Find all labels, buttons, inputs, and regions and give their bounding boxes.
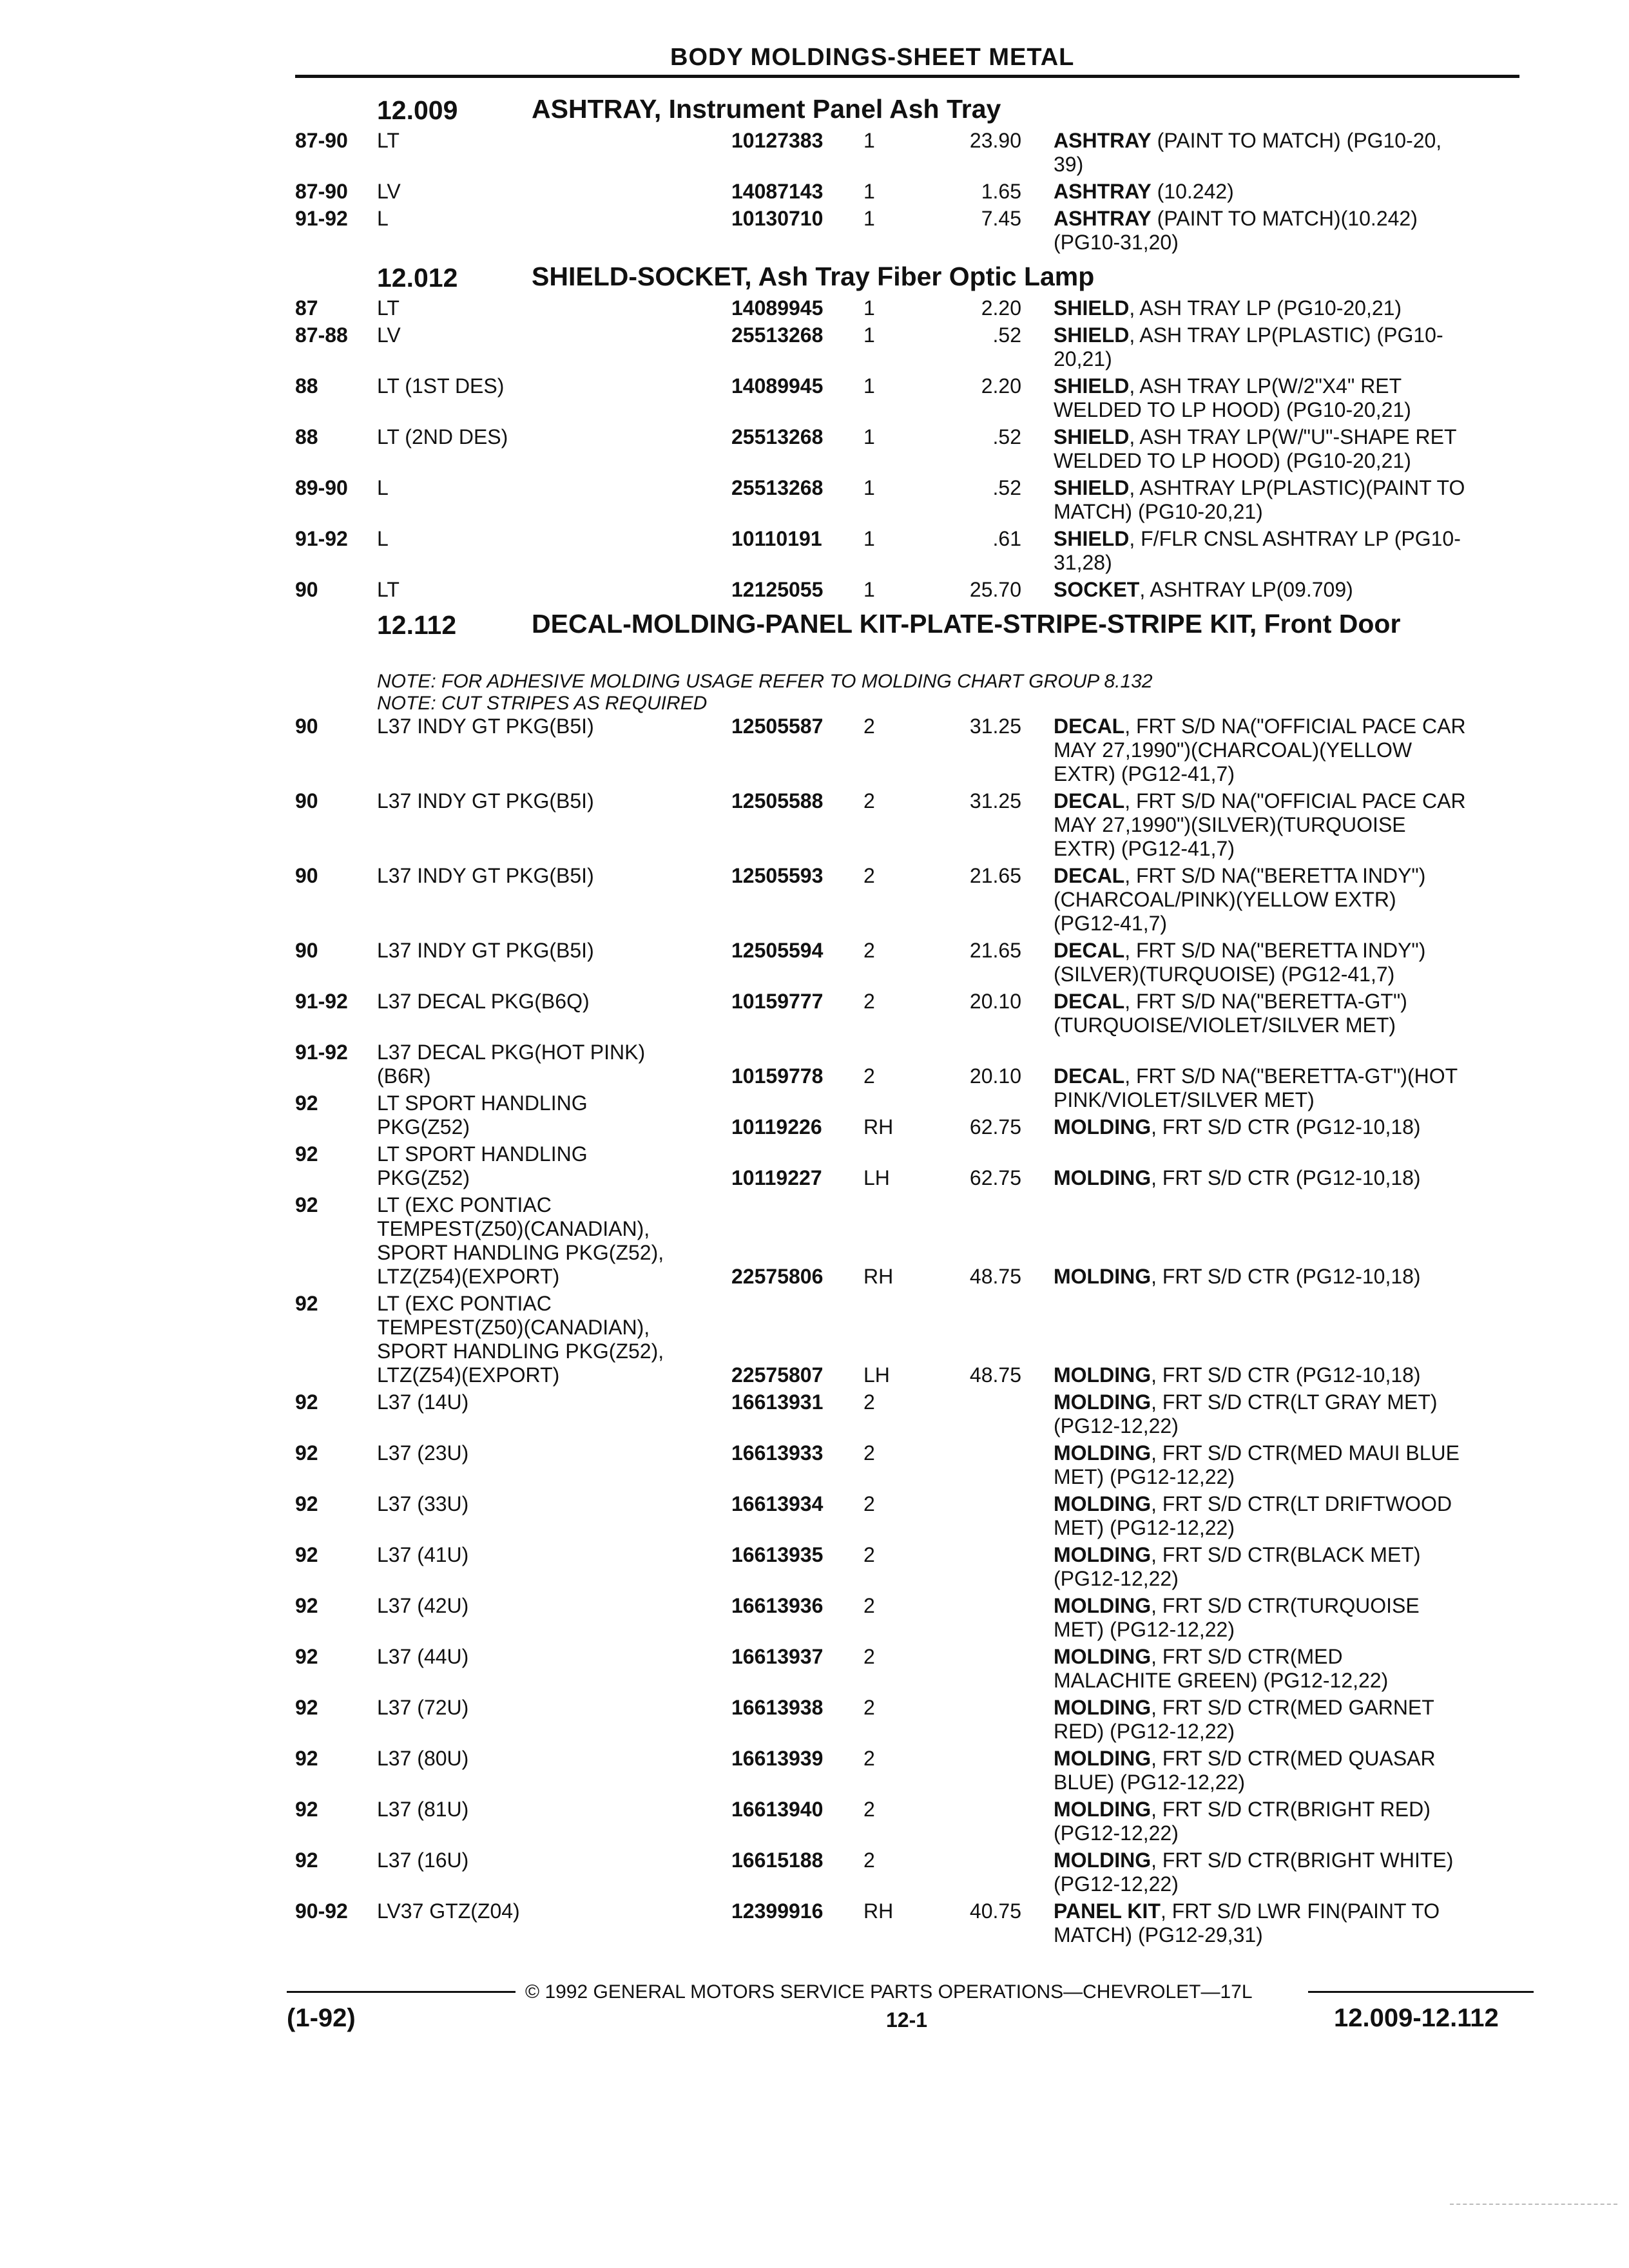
year-range: 92 — [295, 1645, 318, 1668]
quantity: 2 — [863, 990, 875, 1013]
part-number: 10130710 — [731, 207, 824, 230]
year-range: 92 — [295, 1747, 318, 1770]
quantity: 2 — [863, 1696, 875, 1719]
quantity: 2 — [863, 715, 875, 738]
part-number: 16615188 — [731, 1849, 824, 1872]
part-name: MOLDING — [1054, 1492, 1152, 1515]
part-name: SHIELD — [1054, 476, 1130, 499]
part-description: DECAL, FRT S/D NA("BERETTA-GT") (TURQUOISE/VIOLET/SILVER MET) — [1054, 990, 1407, 1037]
model-description: L37 (16U) — [377, 1849, 469, 1872]
model-description: LV37 GTZ(Z04) — [377, 1899, 520, 1923]
part-name: ASHTRAY — [1054, 180, 1152, 203]
part-name: MOLDING — [1054, 1696, 1152, 1719]
part-number: 25513268 — [731, 323, 824, 347]
part-number: 12505594 — [731, 939, 824, 962]
model-description: LT — [377, 578, 400, 601]
part-number: 16613938 — [731, 1696, 824, 1719]
table-row — [0, 1142, 1629, 1193]
part-description: SHIELD, ASHTRAY LP(PLASTIC)(PAINT TO MATCH) (PG10-20,21) — [1054, 476, 1465, 523]
part-number: 12505588 — [731, 789, 824, 812]
model-description: L — [377, 476, 389, 499]
table-row — [0, 527, 1629, 578]
part-description: MOLDING, FRT S/D CTR(LT DRIFTWOOD MET) (PG12-12,22) — [1054, 1492, 1452, 1539]
section-heading — [0, 605, 1629, 671]
quantity: LH — [863, 1363, 890, 1387]
part-name: MOLDING — [1054, 1441, 1152, 1465]
part-name: MOLDING — [1054, 1798, 1152, 1821]
table-row — [0, 1645, 1629, 1696]
quantity: 1 — [863, 296, 875, 320]
table-row — [0, 180, 1629, 207]
quantity: 2 — [863, 1492, 875, 1515]
model-description: L37 (80U) — [377, 1747, 469, 1770]
section-number: 12.009 — [377, 95, 458, 125]
part-name: MOLDING — [1054, 1747, 1152, 1770]
table-row — [0, 990, 1629, 1041]
part-description: MOLDING, FRT S/D CTR(BLACK MET) (PG12-12,22) — [1054, 1543, 1421, 1590]
price: 48.75 — [969, 1363, 1021, 1387]
table-row — [0, 476, 1629, 527]
year-range: 90-92 — [295, 1899, 348, 1923]
part-name: SHIELD — [1054, 425, 1130, 448]
year-range: 91-92 — [295, 990, 348, 1013]
part-number: 16613937 — [731, 1645, 824, 1668]
part-number: 10159778 — [731, 1064, 824, 1088]
part-name: SHIELD — [1054, 323, 1130, 347]
part-number: 22575806 — [731, 1265, 824, 1288]
footer-section-range: 12.009-12.112 — [1334, 2004, 1499, 2032]
price: 31.25 — [969, 715, 1021, 738]
table-row — [0, 1747, 1629, 1798]
model-description: L37 (14U) — [377, 1390, 469, 1414]
part-description: SHIELD, ASH TRAY LP(PLASTIC) (PG10- 20,21) — [1054, 323, 1443, 370]
catalog-listing — [0, 90, 1629, 1950]
year-range: 91-92 — [295, 207, 348, 230]
model-description: LT SPORT HANDLING PKG(Z52) — [377, 1142, 588, 1189]
model-description: LV — [377, 180, 401, 203]
part-name: SOCKET — [1054, 578, 1140, 601]
table-row — [0, 323, 1629, 374]
page-title: BODY MOLDINGS-SHEET METAL — [670, 44, 1075, 71]
quantity: 1 — [863, 180, 875, 203]
part-number: 10119226 — [731, 1115, 822, 1139]
model-description: L37 (81U) — [377, 1798, 469, 1821]
part-name: MOLDING — [1054, 1390, 1152, 1414]
part-number: 12505593 — [731, 864, 824, 887]
footer-page-number: 12-1 — [886, 2008, 928, 2032]
section-number: 12.012 — [377, 263, 458, 293]
part-name: DECAL — [1054, 864, 1125, 887]
part-name: SHIELD — [1054, 296, 1130, 320]
part-number: 14089945 — [731, 374, 824, 398]
table-row — [0, 425, 1629, 476]
price: 20.10 — [969, 1064, 1021, 1088]
quantity: RH — [863, 1899, 894, 1923]
quantity: 2 — [863, 789, 875, 812]
price: 21.65 — [969, 864, 1021, 887]
table-row — [0, 296, 1629, 323]
year-range: 92 — [295, 1543, 318, 1566]
part-number: 14089945 — [731, 296, 824, 320]
model-description: LT (1ST DES) — [377, 374, 505, 398]
part-name: DECAL — [1054, 789, 1125, 812]
year-range: 92 — [295, 1142, 318, 1166]
model-description: L37 INDY GT PKG(B5I) — [377, 939, 594, 962]
part-description: MOLDING, FRT S/D CTR (PG12-10,18) — [1054, 1265, 1421, 1288]
section-note: NOTE: FOR ADHESIVE MOLDING USAGE REFER TO MOLDING CHART GROUP 8.132 — [377, 671, 1153, 692]
part-description: SHIELD, F/FLR CNSL ASHTRAY LP (PG10- 31,28) — [1054, 527, 1461, 574]
part-description: SHIELD, ASH TRAY LP(W/"U"-SHAPE RET WELDED TO LP HOOD) (PG10-20,21) — [1054, 425, 1457, 472]
table-row — [0, 1594, 1629, 1645]
part-description: DECAL, FRT S/D NA("OFFICIAL PACE CAR MAY 27,1990")(CHARCOAL)(YELLOW EXTR) (PG12-41,7) — [1054, 715, 1466, 785]
part-number: 10119227 — [731, 1166, 822, 1189]
part-description: DECAL, FRT S/D NA("BERETTA INDY") (SILVER)(TURQUOISE) (PG12-41,7) — [1054, 939, 1426, 986]
section-title: ASHTRAY, Instrument Panel Ash Tray — [532, 94, 1001, 124]
model-description: L37 (41U) — [377, 1543, 469, 1566]
price: 2.20 — [981, 296, 1021, 320]
part-description: ASHTRAY (PAINT TO MATCH)(10.242) (PG10-31,20) — [1054, 207, 1418, 254]
section-heading — [0, 258, 1629, 296]
table-row — [0, 1696, 1629, 1747]
price: 25.70 — [969, 578, 1021, 601]
model-description: LT — [377, 296, 400, 320]
year-range: 92 — [295, 1849, 318, 1872]
quantity: 2 — [863, 1645, 875, 1668]
model-description: L37 (23U) — [377, 1441, 469, 1465]
part-number: 12505587 — [731, 715, 824, 738]
model-description: LT (EXC PONTIAC TEMPEST(Z50)(CANADIAN), SPORT HANDLING PKG(Z52), LTZ(Z54)(EXPORT) — [377, 1193, 664, 1288]
year-range: 87-88 — [295, 323, 348, 347]
part-description: MOLDING, FRT S/D CTR(BRIGHT WHITE) (PG12-12,22) — [1054, 1849, 1454, 1896]
quantity: 1 — [863, 425, 875, 448]
table-row — [0, 1798, 1629, 1849]
model-description: L37 (42U) — [377, 1594, 469, 1617]
quantity: 2 — [863, 1390, 875, 1414]
year-range: 90 — [295, 789, 318, 812]
model-description: LV — [377, 323, 401, 347]
year-range: 89-90 — [295, 476, 348, 499]
quantity: 1 — [863, 578, 875, 601]
section-title: DECAL-MOLDING-PANEL KIT-PLATE-STRIPE-STRIPE KIT, Front Door — [532, 609, 1401, 639]
year-range: 88 — [295, 425, 318, 448]
part-name: MOLDING — [1054, 1849, 1152, 1872]
table-row — [0, 129, 1629, 180]
part-description: MOLDING, FRT S/D CTR (PG12-10,18) — [1054, 1363, 1421, 1387]
part-description: MOLDING, FRT S/D CTR(LT GRAY MET) (PG12-12,22) — [1054, 1390, 1438, 1437]
price: .52 — [992, 425, 1021, 448]
part-number: 22575807 — [731, 1363, 824, 1387]
price: 7.45 — [981, 207, 1021, 230]
table-row — [0, 1292, 1629, 1390]
price: .61 — [992, 527, 1021, 550]
table-row — [0, 939, 1629, 990]
part-number: 16613940 — [731, 1798, 824, 1821]
year-range: 92 — [295, 1696, 318, 1719]
table-row — [0, 715, 1629, 789]
quantity: RH — [863, 1115, 894, 1139]
year-range: 92 — [295, 1390, 318, 1414]
part-number: 16613934 — [731, 1492, 824, 1515]
price: 31.25 — [969, 789, 1021, 812]
table-row — [0, 374, 1629, 425]
table-row — [0, 1899, 1629, 1950]
quantity: RH — [863, 1265, 894, 1288]
model-description: L37 DECAL PKG(B6Q) — [377, 990, 590, 1013]
part-name: ASHTRAY — [1054, 129, 1152, 152]
price: .52 — [992, 476, 1021, 499]
price: 40.75 — [969, 1899, 1021, 1923]
part-description: SOCKET, ASHTRAY LP(09.709) — [1054, 578, 1353, 601]
table-row — [0, 207, 1629, 258]
quantity: 1 — [863, 129, 875, 152]
part-description: MOLDING, FRT S/D CTR(BRIGHT RED) (PG12-12,22) — [1054, 1798, 1431, 1845]
table-row — [0, 1390, 1629, 1441]
table-row — [0, 1091, 1629, 1142]
part-description: MOLDING, FRT S/D CTR(MED MALACHITE GREEN) (PG12-12,22) — [1054, 1645, 1389, 1692]
model-description: L37 INDY GT PKG(B5I) — [377, 715, 594, 738]
quantity: 2 — [863, 1798, 875, 1821]
section-heading — [0, 90, 1629, 129]
model-description: LT (2ND DES) — [377, 425, 508, 448]
part-description: ASHTRAY (PAINT TO MATCH) (PG10-20, 39) — [1054, 129, 1442, 176]
table-row — [0, 864, 1629, 939]
quantity: 2 — [863, 1747, 875, 1770]
part-description: DECAL, FRT S/D NA("BERETTA-GT")(HOT PINK/VIOLET/SILVER MET) — [1054, 1064, 1458, 1111]
part-name: MOLDING — [1054, 1166, 1152, 1189]
part-name: MOLDING — [1054, 1115, 1152, 1139]
quantity: 1 — [863, 527, 875, 550]
model-description: L37 (44U) — [377, 1645, 469, 1668]
part-description: MOLDING, FRT S/D CTR(MED MAUI BLUE MET) (PG12-12,22) — [1054, 1441, 1460, 1488]
part-description: PANEL KIT, FRT S/D LWR FIN(PAINT TO MATCH) (PG12-29,31) — [1054, 1899, 1440, 1946]
part-description: MOLDING, FRT S/D CTR(MED GARNET RED) (PG12-12,22) — [1054, 1696, 1434, 1743]
part-number: 16613936 — [731, 1594, 824, 1617]
part-description: DECAL, FRT S/D NA("OFFICIAL PACE CAR MAY 27,1990")(SILVER)(TURQUOISE EXTR) (PG12-41,7) — [1054, 789, 1466, 860]
part-name: MOLDING — [1054, 1594, 1152, 1617]
price: 62.75 — [969, 1166, 1021, 1189]
price: 20.10 — [969, 990, 1021, 1013]
model-description: L37 (72U) — [377, 1696, 469, 1719]
year-range: 92 — [295, 1292, 318, 1315]
part-number: 10127383 — [731, 129, 824, 152]
part-number: 10110191 — [731, 527, 822, 550]
price: 48.75 — [969, 1265, 1021, 1288]
year-range: 88 — [295, 374, 318, 398]
table-row — [0, 1041, 1629, 1111]
part-description: MOLDING, FRT S/D CTR(MED QUASAR BLUE) (PG12-12,22) — [1054, 1747, 1436, 1794]
part-name: MOLDING — [1054, 1543, 1152, 1566]
price: .52 — [992, 323, 1021, 347]
part-name: PANEL KIT — [1054, 1899, 1161, 1923]
part-name: DECAL — [1054, 1064, 1125, 1088]
year-range: 91-92 — [295, 1041, 348, 1064]
section-title: SHIELD-SOCKET, Ash Tray Fiber Optic Lamp — [532, 262, 1095, 291]
part-number: 12399916 — [731, 1899, 824, 1923]
footer-rule-left — [287, 1991, 516, 1993]
part-name: MOLDING — [1054, 1363, 1152, 1387]
table-row — [0, 789, 1629, 864]
footer-copyright: © 1992 GENERAL MOTORS SERVICE PARTS OPERATIONS—CHEVROLET—17L — [525, 1981, 1253, 2003]
quantity: 1 — [863, 374, 875, 398]
model-description: L37 (33U) — [377, 1492, 469, 1515]
price: 21.65 — [969, 939, 1021, 962]
table-row — [0, 1849, 1629, 1899]
quantity: 2 — [863, 939, 875, 962]
table-row — [0, 1543, 1629, 1594]
year-range: 90 — [295, 939, 318, 962]
model-description: LT (EXC PONTIAC TEMPEST(Z50)(CANADIAN), SPORT HANDLING PKG(Z52), LTZ(Z54)(EXPORT) — [377, 1292, 664, 1387]
price: 23.90 — [969, 129, 1021, 152]
model-description: L — [377, 527, 389, 550]
model-description: L37 INDY GT PKG(B5I) — [377, 864, 594, 887]
year-range: 87 — [295, 296, 318, 320]
quantity: 2 — [863, 1441, 875, 1465]
model-description: LT — [377, 129, 400, 152]
price: 1.65 — [981, 180, 1021, 203]
part-name: DECAL — [1054, 939, 1125, 962]
part-name: ASHTRAY — [1054, 207, 1152, 230]
year-range: 87-90 — [295, 129, 348, 152]
part-number: 16613931 — [731, 1390, 824, 1414]
part-number: 25513268 — [731, 425, 824, 448]
model-description: L — [377, 207, 389, 230]
model-description: L37 INDY GT PKG(B5I) — [377, 789, 594, 812]
margin-mark — [1450, 2204, 1617, 2206]
price: 2.20 — [981, 374, 1021, 398]
quantity: LH — [863, 1166, 890, 1189]
table-row — [0, 578, 1629, 605]
model-description: LT SPORT HANDLING PKG(Z52) — [377, 1091, 588, 1139]
quantity: 1 — [863, 207, 875, 230]
part-description: SHIELD, ASH TRAY LP (PG10-20,21) — [1054, 296, 1402, 320]
part-number: 16613939 — [731, 1747, 824, 1770]
part-description: MOLDING, FRT S/D CTR(TURQUOISE MET) (PG12-12,22) — [1054, 1594, 1420, 1641]
year-range: 92 — [295, 1091, 318, 1115]
part-description: MOLDING, FRT S/D CTR (PG12-10,18) — [1054, 1115, 1421, 1139]
model-description: L37 DECAL PKG(HOT PINK) (B6R) — [377, 1041, 646, 1088]
part-description: MOLDING, FRT S/D CTR (PG12-10,18) — [1054, 1166, 1421, 1189]
table-row — [0, 1441, 1629, 1492]
part-description: DECAL, FRT S/D NA("BERETTA INDY") (CHARCOAL/PINK)(YELLOW EXTR) (PG12-41,7) — [1054, 864, 1426, 935]
year-range: 91-92 — [295, 527, 348, 550]
table-row — [0, 1492, 1629, 1543]
quantity: 1 — [863, 476, 875, 499]
part-number: 16613935 — [731, 1543, 824, 1566]
part-description: SHIELD, ASH TRAY LP(W/2"X4" RET WELDED TO LP HOOD) (PG10-20,21) — [1054, 374, 1411, 421]
year-range: 90 — [295, 578, 318, 601]
part-name: DECAL — [1054, 715, 1125, 738]
year-range: 92 — [295, 1492, 318, 1515]
year-range: 92 — [295, 1441, 318, 1465]
quantity: 2 — [863, 1064, 875, 1088]
year-range: 90 — [295, 864, 318, 887]
year-range: 90 — [295, 715, 318, 738]
footer-date-code: (1-92) — [287, 2004, 356, 2032]
year-range: 92 — [295, 1193, 318, 1216]
quantity: 2 — [863, 1594, 875, 1617]
part-description: ASHTRAY (10.242) — [1054, 180, 1234, 203]
part-number: 12125055 — [731, 578, 824, 601]
part-name: MOLDING — [1054, 1645, 1152, 1668]
part-name: DECAL — [1054, 990, 1125, 1013]
part-number: 14087143 — [731, 180, 824, 203]
part-name: MOLDING — [1054, 1265, 1152, 1288]
quantity: 2 — [863, 864, 875, 887]
part-name: SHIELD — [1054, 527, 1130, 550]
part-name: SHIELD — [1054, 374, 1130, 398]
part-number: 10159777 — [731, 990, 824, 1013]
section-note: NOTE: CUT STRIPES AS REQUIRED — [377, 693, 708, 714]
year-range: 92 — [295, 1798, 318, 1821]
quantity: 1 — [863, 323, 875, 347]
part-number: 16613933 — [731, 1441, 824, 1465]
footer-rule-right — [1308, 1991, 1534, 1993]
year-range: 92 — [295, 1594, 318, 1617]
part-number: 25513268 — [731, 476, 824, 499]
quantity: 2 — [863, 1849, 875, 1872]
table-row — [0, 1193, 1629, 1292]
year-range: 87-90 — [295, 180, 348, 203]
section-number: 12.112 — [377, 610, 457, 640]
price: 62.75 — [969, 1115, 1021, 1139]
quantity: 2 — [863, 1543, 875, 1566]
header-rule — [295, 75, 1519, 78]
